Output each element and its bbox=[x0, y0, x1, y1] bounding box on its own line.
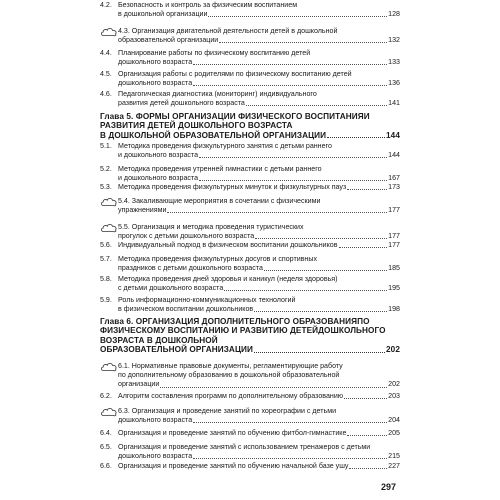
toc-entry[interactable] bbox=[100, 443, 400, 461]
entry-number: 4.5. bbox=[100, 70, 112, 78]
entry-title-line: Безопасность и контроль за физическим воспитанием bbox=[118, 1, 298, 9]
dot-leader bbox=[344, 398, 387, 399]
entry-page-number: 132 bbox=[388, 36, 400, 45]
entry-title-line: 4.3. Организация двигательной деятельности детей в дошкольной bbox=[118, 27, 338, 35]
entry-title-line: 5.5. Организация и методика проведения туристических bbox=[118, 223, 304, 231]
page-number: 297 bbox=[381, 482, 397, 492]
entry-title-line: организации bbox=[118, 380, 160, 389]
toc-entry[interactable] bbox=[100, 296, 400, 314]
toc-entry[interactable] bbox=[100, 183, 400, 192]
toc-entry[interactable] bbox=[100, 49, 400, 67]
dot-leader bbox=[347, 435, 387, 436]
entry-title-line: с детьми дошкольного возраста bbox=[118, 284, 224, 293]
entry-title-line: и дошкольного возраста bbox=[118, 151, 199, 160]
entry-page-number: 177 bbox=[388, 232, 400, 241]
toc-entry[interactable] bbox=[100, 223, 400, 241]
dot-leader bbox=[193, 458, 387, 459]
toc-entry[interactable] bbox=[100, 362, 400, 390]
toc-entry[interactable] bbox=[100, 275, 400, 293]
entry-page-number: 144 bbox=[388, 151, 400, 160]
entry-number: 5.2. bbox=[100, 165, 112, 173]
dot-leader bbox=[193, 64, 387, 65]
entry-number: 5.8. bbox=[100, 275, 112, 283]
entry-number: 6.2. bbox=[100, 392, 112, 400]
cloud-icon bbox=[100, 197, 118, 207]
chapter-page-number: 202 bbox=[386, 345, 400, 355]
entry-title-line: дошкольного возраста bbox=[118, 79, 193, 88]
dot-leader bbox=[264, 270, 387, 271]
entry-page-number: 136 bbox=[388, 79, 400, 88]
entry-title-line: Роль информационно-коммуникационных технологий bbox=[118, 296, 296, 304]
entry-title-line: прогулок с детьми дошкольного возраста bbox=[118, 232, 255, 241]
dot-leader bbox=[219, 42, 387, 43]
dot-leader bbox=[255, 238, 387, 239]
chapter-title-line: В ДОШКОЛЬНОЙ ОБРАЗОВАТЕЛЬНОЙ ОРГАНИЗАЦИИ bbox=[100, 130, 327, 140]
chapter-title-line: ОБРАЗОВАТЕЛЬНОЙ ОРГАНИЗАЦИИ bbox=[100, 345, 253, 355]
toc-entry[interactable] bbox=[100, 197, 400, 215]
entry-title-line: 6.1. Нормативные правовые документы, регламентирующие работу bbox=[118, 362, 343, 370]
entry-title-line: развития детей дошкольного возраста bbox=[118, 99, 245, 108]
dot-leader bbox=[339, 247, 388, 248]
entry-title-line: Алгоритм составления программ по дополнительному образованию bbox=[118, 392, 344, 400]
entry-title-line: Методика проведения дней здоровья и каникул (неделя здоровья) bbox=[118, 275, 338, 283]
chapter-title-line: ПО ФИЗИЧЕСКОМУ ВОСПИТАНИЮ И РАЗВИТИЮ ДЕТЕЙ bbox=[100, 317, 370, 336]
entry-title-line: в физическом воспитании дошкольников bbox=[118, 305, 254, 314]
dot-leader bbox=[193, 85, 387, 86]
dot-leader bbox=[224, 290, 387, 291]
toc-entry[interactable] bbox=[100, 70, 400, 88]
chapter-title-line: Глава 5. ФОРМЫ ОРГАНИЗАЦИИ ФИЗИЧЕСКОГО ВОСПИТАНИЯ bbox=[100, 112, 364, 121]
dot-leader bbox=[193, 422, 387, 423]
entry-title-line: Методика проведения физкультурного занятия с детьми раннего bbox=[118, 142, 332, 150]
chapter-heading[interactable] bbox=[100, 317, 400, 355]
entry-page-number: 204 bbox=[388, 416, 400, 425]
entry-page-number: 203 bbox=[388, 392, 400, 400]
entry-page-number: 128 bbox=[388, 10, 400, 19]
entry-page-number: 173 bbox=[388, 183, 400, 191]
entry-title-line: Организация работы с родителями по физическому воспитанию детей bbox=[118, 70, 352, 78]
entry-title-line: Методика проведения утренней гимнастики с детьми раннего bbox=[118, 165, 322, 173]
entry-title-line: Методика проведения физкультурных минуток и физкультурных пауз bbox=[118, 183, 347, 191]
toc-entry[interactable] bbox=[100, 241, 400, 250]
toc-entry[interactable] bbox=[100, 392, 400, 401]
entry-page-number: 195 bbox=[388, 284, 400, 293]
entry-number: 6.4. bbox=[100, 429, 112, 437]
entry-number: 6.5. bbox=[100, 443, 112, 451]
chapter-heading[interactable] bbox=[100, 112, 400, 140]
toc-entry[interactable] bbox=[100, 142, 400, 160]
entry-title-line: дошкольного возраста bbox=[118, 452, 193, 461]
dot-leader bbox=[160, 387, 387, 388]
chapter-title-line: Глава 6. ОРГАНИЗАЦИЯ ДОПОЛНИТЕЛЬНОГО ОБРАЗОВАНИЯ bbox=[100, 317, 358, 326]
chapter-title-line: И РАЗВИТИЯ ДЕТЕЙ ДОШКОЛЬНОГО ВОЗРАСТА bbox=[100, 112, 370, 131]
dot-leader bbox=[199, 157, 387, 158]
entry-title-line: Индивидуальный подход в физическом воспитании дошкольников bbox=[118, 241, 338, 249]
dot-leader bbox=[167, 212, 387, 213]
entry-page-number: 227 bbox=[388, 462, 400, 470]
entry-title-line: 5.4. Закаливающие мероприятия в сочетании с физическими bbox=[118, 197, 321, 205]
entry-title-line: Педагогическая диагностика (мониторинг) индивидуального bbox=[118, 90, 317, 98]
entry-page-number: 205 bbox=[388, 429, 400, 437]
toc-entry[interactable] bbox=[100, 255, 400, 273]
entry-number: 5.7. bbox=[100, 255, 112, 263]
entry-title-line: в дошкольной организации bbox=[118, 10, 208, 19]
cloud-icon bbox=[100, 27, 118, 37]
entry-number: 4.6. bbox=[100, 90, 112, 98]
entry-number: 6.6. bbox=[100, 462, 112, 470]
entry-number: 5.6. bbox=[100, 241, 112, 249]
toc-entry[interactable] bbox=[100, 90, 400, 108]
cloud-icon bbox=[100, 407, 118, 417]
dot-leader bbox=[347, 189, 387, 190]
entry-page-number: 133 bbox=[388, 58, 400, 67]
entry-page-number: 198 bbox=[388, 305, 400, 314]
dot-leader bbox=[254, 352, 385, 353]
entry-number: 5.9. bbox=[100, 296, 112, 304]
chapter-page-number: 144 bbox=[386, 130, 400, 140]
dot-leader bbox=[208, 16, 387, 17]
dot-leader bbox=[349, 468, 387, 469]
entry-title-line: Планирование работы по физическому воспитанию детей bbox=[118, 49, 311, 57]
entry-title-line: Методика проведения физкультурных досугов и спортивных bbox=[118, 255, 317, 263]
entry-title-line: дошкольного возраста bbox=[118, 58, 193, 67]
cloud-icon bbox=[100, 223, 118, 233]
toc-entry[interactable] bbox=[100, 1, 400, 19]
entry-number: 4.4. bbox=[100, 49, 112, 57]
entry-title-line: дошкольного возраста bbox=[118, 416, 193, 425]
entry-title-line: 6.3. Организация и проведение занятий по хореографии с детьми bbox=[118, 407, 337, 415]
entry-page-number: 202 bbox=[388, 380, 400, 389]
entry-page-number: 167 bbox=[388, 174, 400, 183]
entry-number: 5.3. bbox=[100, 183, 112, 191]
entry-page-number: 185 bbox=[388, 264, 400, 273]
dot-leader bbox=[254, 311, 387, 312]
toc-entry[interactable] bbox=[100, 462, 400, 471]
entry-title-line: по дополнительному образованию в дошкольной образовательной bbox=[118, 371, 340, 380]
toc-entry[interactable] bbox=[100, 165, 400, 183]
chapter-title-line: ДОШКОЛЬНОГО ВОЗРАСТА В ДОШКОЛЬНОЙ bbox=[100, 326, 386, 345]
entry-number: 5.1. bbox=[100, 142, 112, 150]
toc-entry[interactable] bbox=[100, 407, 400, 425]
dot-leader bbox=[246, 105, 387, 106]
entry-title-line: упражнениями bbox=[118, 206, 167, 215]
toc-entry[interactable] bbox=[100, 27, 400, 45]
entry-title-line: Организация и проведение занятий с использованием тренажеров с детьми bbox=[118, 443, 371, 451]
dot-leader bbox=[327, 137, 385, 138]
entry-title-line: праздников с детьми дошкольного возраста bbox=[118, 264, 263, 273]
entry-title-line: и дошкольного возраста bbox=[118, 174, 199, 183]
entry-page-number: 215 bbox=[388, 452, 400, 461]
entry-page-number: 177 bbox=[388, 241, 400, 249]
entry-page-number: 141 bbox=[388, 99, 400, 108]
entry-title-line: Организация и проведение занятий по обучению начальной базе ушу bbox=[118, 462, 349, 470]
cloud-icon bbox=[100, 362, 118, 372]
entry-title-line: образовательной организации bbox=[118, 36, 219, 45]
entry-page-number: 177 bbox=[388, 206, 400, 215]
entry-title-line: Организация и проведение занятий по обучению фитбол-гимнастике bbox=[118, 429, 347, 437]
entry-number: 4.2. bbox=[100, 1, 112, 9]
dot-leader bbox=[199, 180, 387, 181]
toc-entry[interactable] bbox=[100, 429, 400, 438]
